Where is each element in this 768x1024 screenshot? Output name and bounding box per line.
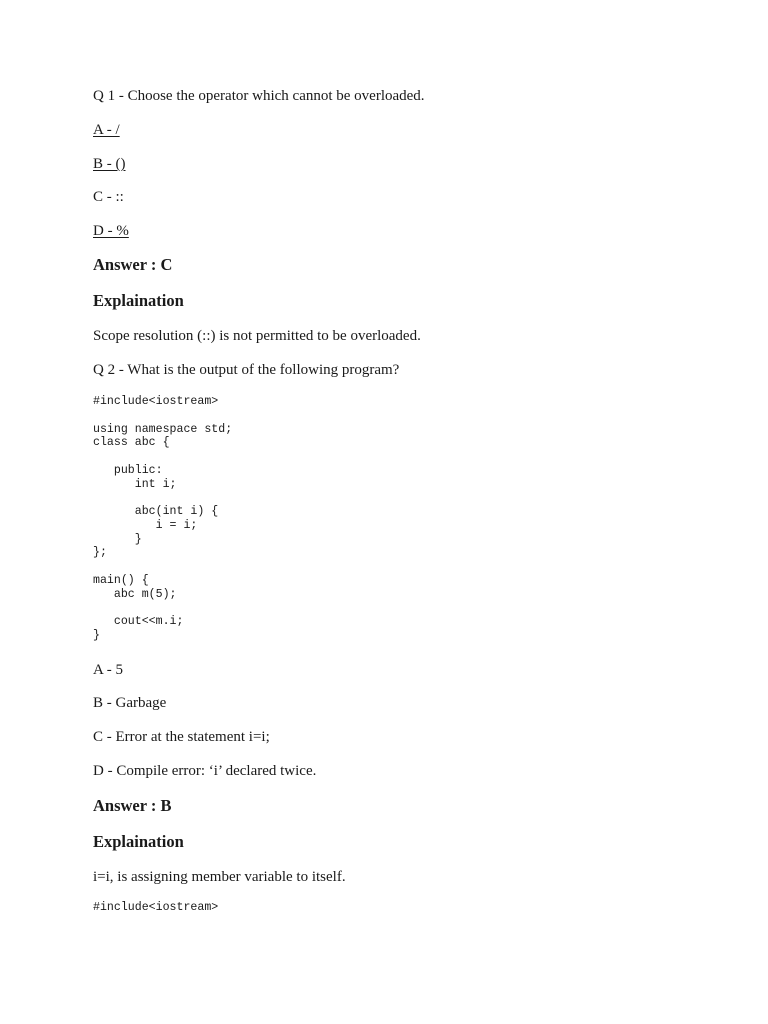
q2-option-d: D - Compile error: ‘i’ declared twice. bbox=[93, 763, 317, 779]
q1-option-b[interactable]: B - () bbox=[93, 156, 126, 172]
trailing-code-block: #include<iostream> bbox=[93, 901, 219, 914]
q2-option-b: B - Garbage bbox=[93, 695, 167, 711]
q2-explanation: i=i, is assigning member variable to itself. bbox=[93, 869, 346, 885]
q1-explanation-heading: Explaination bbox=[93, 291, 184, 310]
q1-question: Q 1 - Choose the operator which cannot be overloaded. bbox=[93, 88, 425, 104]
q2-explanation-heading: Explaination bbox=[93, 832, 184, 851]
q2-code-block: #include<iostream> using namespace std; class abc { public: int i; abc(int i) { i = i; } }; main() { abc m(5); cout<<m.i; } bbox=[93, 395, 233, 642]
q2-answer: Answer : B bbox=[93, 796, 172, 815]
q1-option-a[interactable]: A - / bbox=[93, 122, 120, 138]
q2-option-a: A - 5 bbox=[93, 662, 123, 678]
q1-answer: Answer : C bbox=[93, 255, 173, 274]
q1-explanation: Scope resolution (::) is not permitted to be overloaded. bbox=[93, 328, 421, 344]
q1-option-c: C - :: bbox=[93, 189, 124, 205]
q2-option-c: C - Error at the statement i=i; bbox=[93, 729, 270, 745]
q2-question: Q 2 - What is the output of the following program? bbox=[93, 362, 400, 378]
q1-option-d[interactable]: D - % bbox=[93, 223, 129, 239]
